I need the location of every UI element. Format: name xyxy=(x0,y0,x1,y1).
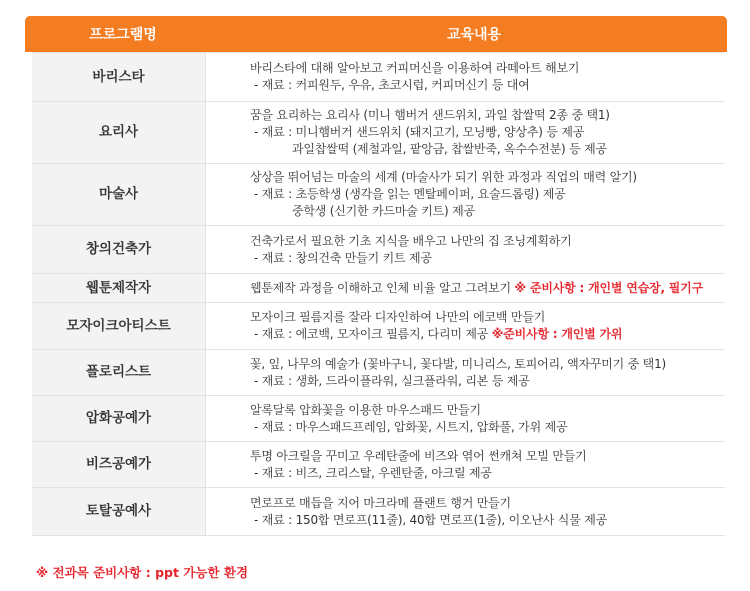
table-row xyxy=(32,102,725,164)
description-line: 바리스타에 대해 알아보고 커피머신을 이용하여 라떼아트 해보기 xyxy=(250,61,580,75)
materials-line xyxy=(250,326,725,343)
program-name: 모자이크아티스트 xyxy=(32,303,206,350)
program-name: 창의건축가 xyxy=(32,226,206,274)
program-table xyxy=(32,52,725,536)
table-row xyxy=(32,488,725,536)
table-header xyxy=(25,16,727,52)
materials-line: - 재료 : 비즈, 크리스탈, 우렌탄줄, 아크릴 제공 xyxy=(254,465,492,480)
table-row xyxy=(32,350,725,396)
program-description xyxy=(206,164,726,226)
program-name: 비즈공예가 xyxy=(32,442,206,488)
program-description xyxy=(206,303,726,350)
description-line: 건축가로서 필요한 기초 지식을 배우고 나만의 집 조닝계획하기 xyxy=(250,233,572,248)
materials-line: 과일찹쌀떡 (제철과일, 팥앙금, 찹쌀반죽, 옥수수전분) 등 제공 xyxy=(292,142,607,156)
description-line: 면로프로 매듭을 지어 마크라메 플랜트 행거 만들기 xyxy=(250,495,511,510)
program-description xyxy=(206,53,726,102)
table-row xyxy=(32,164,725,226)
materials-line: - 재료 : 커피원두, 우유, 초코시럽, 커피머신기 등 대여 xyxy=(254,78,530,92)
program-description xyxy=(206,350,726,396)
materials-line: - 재료 : 마우스패드프레임, 압화꽃, 시트지, 압화풀, 가위 제공 xyxy=(254,419,568,434)
description-line: 모자이크 필름지를 잘라 디자인하여 나만의 에코백 만들기 xyxy=(250,310,546,324)
table-row xyxy=(32,396,725,442)
table-row xyxy=(32,303,725,350)
program-name: 압화공예가 xyxy=(32,396,206,442)
materials-line: - 재료 : 초등학생 (생각을 읽는 멘탈페이퍼, 요술드롭링) 제공 xyxy=(254,187,566,201)
description-line: 알록달록 압화꽃을 이용한 마우스패드 만들기 xyxy=(250,402,481,417)
description-line: 꽃, 잎, 나무의 예술가 (꽃바구니, 꽃다발, 미니리스, 토피어리, 액자꾸미기 중 택1) xyxy=(250,356,666,371)
program-description xyxy=(206,488,726,536)
program-description xyxy=(206,102,726,164)
program-name: 플로리스트 xyxy=(32,350,206,396)
program-name: 웹툰제작자 xyxy=(32,274,206,303)
table-row xyxy=(32,226,725,274)
header-content: 교육내용 xyxy=(446,27,502,43)
program-name: 바리스타 xyxy=(32,53,206,102)
materials-text: - 재료 : 에코백, 모자이크 필름지, 다리미 제공 xyxy=(254,327,489,341)
program-name: 마술사 xyxy=(32,164,206,226)
description-text: 웹툰제작 과정을 이해하고 인체 비율 알고 그려보기 xyxy=(250,280,511,295)
program-description xyxy=(206,226,726,274)
program-description xyxy=(206,274,726,303)
preparation-note: ※준비사항 : 개인별 가위 xyxy=(491,327,623,341)
description-line: 꿈을 요리하는 요리사 (미니 햄버거 샌드위치, 과일 찹쌀떡 2종 중 택1) xyxy=(250,108,610,122)
materials-line: - 재료 : 창의건축 만들기 키트 제공 xyxy=(254,250,432,265)
materials-line: - 재료 : 미니햄버거 샌드위치 (돼지고기, 모닝빵, 양상추) 등 제공 xyxy=(254,125,585,139)
program-table-container xyxy=(25,16,727,536)
table-row xyxy=(32,274,725,303)
materials-line: - 재료 : 150합 면로프(11줄), 40합 면로프(1줄), 이오난사 식물 제공 xyxy=(254,512,607,527)
header-program-name: 프로그램명 xyxy=(89,27,157,43)
description-line xyxy=(250,280,725,297)
description-line: 투명 아크릴을 꾸미고 우레탄줄에 비즈와 엮어 썬캐쳐 모빌 만들기 xyxy=(250,448,587,463)
table-row xyxy=(32,442,725,488)
materials-line: 중학생 (신기한 카드마술 키트) 제공 xyxy=(292,204,475,218)
table-row xyxy=(32,53,725,102)
program-name: 요리사 xyxy=(32,102,206,164)
program-name: 토탈공예사 xyxy=(32,488,206,536)
footer-note: ※ 전과목 준비사항 : ppt 가능한 환경 xyxy=(36,565,249,580)
preparation-note: ※ 준비사항 : 개인별 연습장, 필기구 xyxy=(514,280,703,295)
program-description xyxy=(206,442,726,488)
description-line: 상상을 뛰어넘는 마술의 세계 (마술사가 되기 위한 과정과 직업의 매력 알기) xyxy=(250,170,637,184)
materials-line: - 재료 : 생화, 드라이플라워, 실크플라워, 리본 등 제공 xyxy=(254,373,530,388)
program-description xyxy=(206,396,726,442)
